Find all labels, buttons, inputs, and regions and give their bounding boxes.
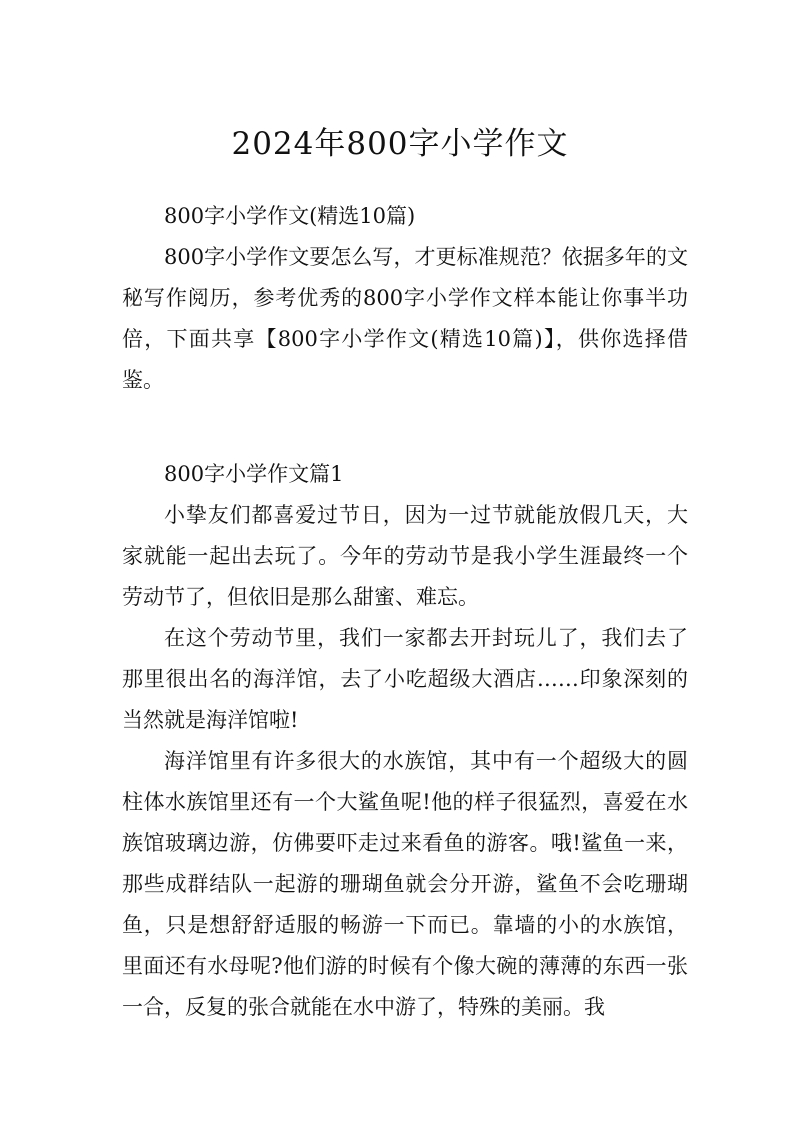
section1-paragraph-1: 小挚友们都喜爱过节日，因为一过节就能放假几天，大家就能一起出去玩了。今年的劳动节是我小学生涯最终一个劳动节了，但依旧是那么甜蜜、难忘。 — [122, 503, 688, 609]
document-title: 2024年800字小学作文 — [231, 126, 569, 162]
section1-heading: 800字小学作文篇1 — [164, 462, 344, 486]
section-spacer — [122, 401, 688, 442]
section1-paragraph-2: 在这个劳动节里，我们一家都去开封玩儿了，我们去了那里很出名的海洋馆，去了小吃超级大酒店……印象深刻的当然就是海洋馆啦! — [122, 626, 688, 732]
intro-heading: 800字小学作文(精选10篇) — [164, 204, 416, 228]
intro-paragraph: 800字小学作文要怎么写，才更标准规范？依据多年的文秘写作阅历，参考优秀的800字小学作文样本能让你事半功倍，下面共享【800字小学作文(精选10篇)】，供你选择借鉴。 — [122, 245, 688, 392]
section1-paragraph-3: 海洋馆里有许多很大的水族馆，其中有一个超级大的圆柱体水族馆里还有一个大鲨鱼呢!他的样子很猛烈，喜爱在水族馆玻璃边游，仿佛要吓走过来看鱼的游客。哦!鲨鱼一来，那些成群结队一起游的珊瑚鱼就会分开游，鲨鱼不会吃珊瑚鱼，只是想舒舒适服的畅游一下而已。靠墙的小的水族馆，里面还有水母呢?他们游的时候有个像大碗的薄薄的东西一张一合，反复的张合就能在水中游了，特殊的美丽。我 — [122, 749, 688, 1019]
document-body — [122, 196, 688, 1028]
